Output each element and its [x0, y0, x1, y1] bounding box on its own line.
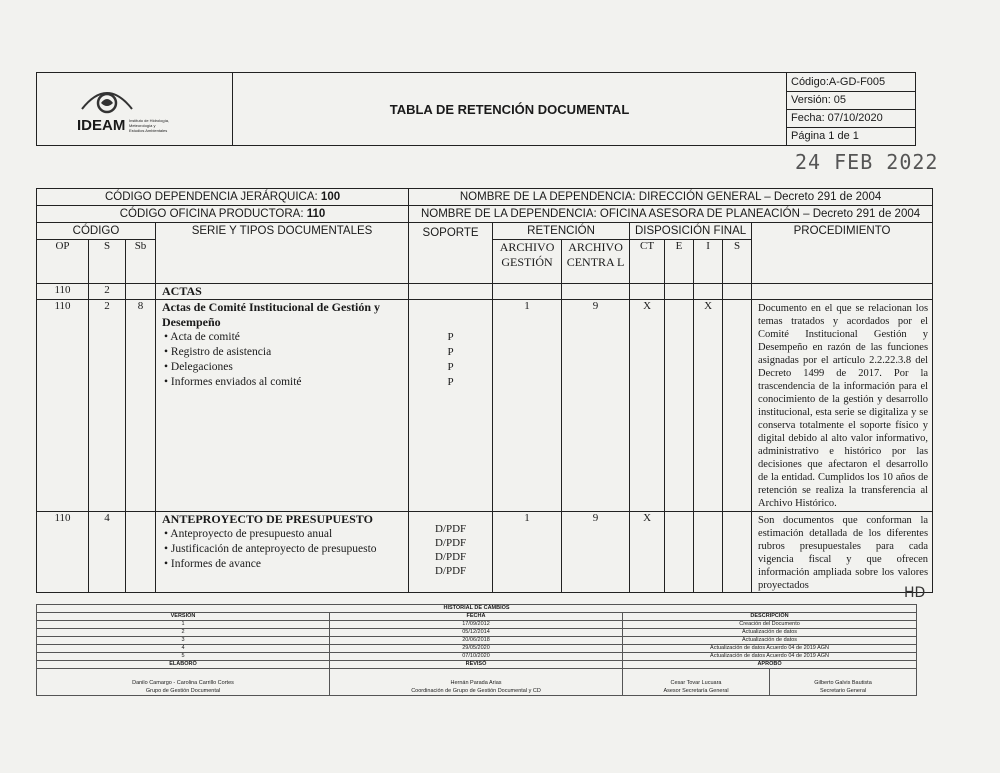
- history-fecha: 07/10/2020: [330, 653, 623, 661]
- history-col-version: VERSIÓN: [37, 613, 330, 621]
- aprobo-label: APROBÓ: [623, 661, 917, 669]
- cell-op: 110: [37, 284, 89, 300]
- cell-serie: [156, 300, 409, 512]
- document-header: [36, 72, 916, 146]
- soporte-value: P: [447, 361, 454, 373]
- history-table: [36, 604, 917, 696]
- soporte-value: D/PDF: [434, 551, 467, 563]
- col-soporte: SOPORTE: [409, 223, 493, 284]
- logo-sub-line: Estudios Ambientales: [129, 128, 168, 133]
- cell-s2: [723, 512, 752, 593]
- cell-sb: [126, 512, 156, 593]
- meta-fecha: Fecha: 07/10/2020: [787, 110, 915, 128]
- cell-serie-title: ACTAS: [156, 284, 409, 300]
- history-version: 1: [37, 621, 330, 629]
- meta-pagina: Página 1 de 1: [791, 129, 859, 142]
- cell-e: [665, 300, 694, 512]
- history-fecha: 05/12/2014: [330, 629, 623, 637]
- col-serie: SERIE Y TIPOS DOCUMENTALES: [156, 223, 409, 284]
- list-item: • Acta de comité: [164, 331, 240, 343]
- cell-empty: [665, 284, 694, 300]
- cell-sb: [126, 284, 156, 300]
- document-meta: [787, 73, 916, 146]
- cell-s2: [723, 300, 752, 512]
- history-version: 2: [37, 629, 330, 637]
- list-item: • Informes de avance: [164, 558, 261, 570]
- cell-empty: [562, 284, 630, 300]
- cell-i: X: [694, 300, 723, 512]
- table-row: [37, 637, 917, 645]
- elaboro-signature: [37, 669, 330, 696]
- list-item: • Informes enviados al comité: [164, 376, 302, 388]
- meta-codigo: Código:A-GD-F005: [787, 74, 915, 92]
- cell-archivo-central: 9: [562, 300, 630, 512]
- list-item: • Anteproyecto de presupuesto anual: [164, 528, 333, 540]
- cell-soporte: [409, 512, 493, 593]
- cell-s: 2: [89, 300, 126, 512]
- soporte-value: P: [447, 376, 454, 388]
- col-op: OP: [37, 240, 89, 284]
- soporte-value: D/PDF: [434, 565, 467, 577]
- meta-version: Versión: 05: [787, 92, 915, 110]
- codigo-dependencia: [37, 189, 409, 206]
- cell-empty: [493, 284, 562, 300]
- cell-e: [665, 512, 694, 593]
- aprobo1-role: Asesor Secretaría General: [663, 688, 729, 694]
- history-descripcion: Actualización de datos: [623, 637, 917, 645]
- history-fecha: 20/06/2018: [330, 637, 623, 645]
- history-descripcion: Actualización de datos: [623, 629, 917, 637]
- reviso-name: Hernán Parada Arias: [450, 680, 502, 686]
- document-title: TABLA DE RETENCIÓN DOCUMENTAL: [233, 73, 787, 146]
- retention-table: [36, 188, 933, 593]
- table-row: [37, 284, 933, 300]
- codigo-dependencia-value: 100: [320, 191, 341, 203]
- codigo-dependencia-label: CÓDIGO DEPENDENCIA JERÁRQUICA:: [104, 191, 321, 203]
- table-row: [37, 512, 933, 593]
- history-descripcion: Creación del Documento: [623, 621, 917, 629]
- table-row: [37, 300, 933, 512]
- cell-archivo-central: 9: [562, 512, 630, 593]
- cell-ct: X: [630, 300, 665, 512]
- list-item: • Registro de asistencia: [164, 346, 272, 358]
- reviso-label: REVISÓ: [330, 661, 623, 669]
- elaboro-name: Danilo Camargo - Carolina Carrillo Cortes: [132, 680, 234, 686]
- soporte-value: D/PDF: [434, 537, 467, 549]
- cell-empty: [752, 284, 933, 300]
- logo-subtitle: [129, 118, 169, 133]
- aprobo1-signature: [623, 669, 770, 696]
- col-archivo-gestion: ARCHIVO GESTIÓN: [493, 240, 562, 284]
- cell-ct: X: [630, 512, 665, 593]
- cell-archivo-gestion: 1: [493, 512, 562, 593]
- history-version: 5: [37, 653, 330, 661]
- elaboro-label: ELABORÓ: [37, 661, 330, 669]
- cell-op: 110: [37, 512, 89, 593]
- nombre-dependencia: NOMBRE DE LA DEPENDENCIA: DIRECCIÓN GENERAL – Decreto 291 de 2004: [409, 189, 933, 206]
- aprobo1-name: Cesar Tovar Lucuara: [670, 680, 722, 686]
- table-row: [37, 621, 917, 629]
- aprobo2-name: Gilberto Galvis Bautista: [814, 680, 872, 686]
- handwritten-mark: HD: [904, 585, 926, 601]
- codigo-oficina: [37, 206, 409, 223]
- history-version: 3: [37, 637, 330, 645]
- serie-title: Actas de Comité Institucional de Gestión y Desempeño: [162, 300, 380, 329]
- cell-soporte: [409, 300, 493, 512]
- cell-serie: [156, 512, 409, 593]
- reviso-signature: [330, 669, 623, 696]
- history-version: 4: [37, 645, 330, 653]
- cell-empty: [630, 284, 665, 300]
- col-disposicion: DISPOSICIÓN FINAL: [630, 223, 752, 240]
- reviso-role: Coordinación de Grupo de Gestión Documental y CD: [411, 688, 541, 694]
- soporte-value: D/PDF: [434, 523, 467, 535]
- nombre-oficina: NOMBRE DE LA DEPENDENCIA: OFICINA ASESORA DE PLANEACIÓN – Decreto 291 de 2004: [409, 206, 933, 223]
- history-col-fecha: FECHA: [330, 613, 623, 621]
- history-descripcion: Actualización de datos Acuerdo 04 de 2019 AGN: [623, 645, 917, 653]
- cell-s: 2: [89, 284, 126, 300]
- codigo-oficina-value: 110: [306, 208, 326, 220]
- cell-op: 110: [37, 300, 89, 512]
- tipos-list: [162, 527, 408, 572]
- list-item: • Delegaciones: [164, 361, 233, 373]
- col-s2: S: [723, 240, 752, 284]
- col-e: E: [665, 240, 694, 284]
- col-procedimiento: PROCEDIMIENTO: [752, 223, 933, 284]
- col-archivo-central: ARCHIVO CENTRA L: [562, 240, 630, 284]
- logo-sub-line: Instituto de Hidrología,: [129, 118, 170, 123]
- aprobo2-role: Secretario General: [819, 688, 867, 694]
- received-date-stamp: 24 FEB 2022: [795, 150, 939, 174]
- cell-i: [694, 512, 723, 593]
- tipos-list: [162, 330, 408, 390]
- cell-empty: [694, 284, 723, 300]
- soporte-value: P: [447, 346, 454, 358]
- cell-sb: 8: [126, 300, 156, 512]
- serie-title: ANTEPROYECTO DE PRESUPUESTO: [162, 512, 373, 526]
- aprobo2-signature: [770, 669, 917, 696]
- col-s: S: [89, 240, 126, 284]
- cell-s: 4: [89, 512, 126, 593]
- history-descripcion: Actualización de datos Acuerdo 04 de 2019 AGN: [623, 653, 917, 661]
- codigo-oficina-label: CÓDIGO OFICINA PRODUCTORA:: [119, 208, 307, 220]
- ideam-logo-icon: [77, 79, 137, 115]
- history-fecha: 29/05/2020: [330, 645, 623, 653]
- list-item: • Justificación de anteproyecto de presupuesto: [164, 543, 377, 555]
- table-row: [37, 653, 917, 661]
- cell-empty: [723, 284, 752, 300]
- cell-procedimiento: Son documentos que conforman la estimación detallada de los diferentes rubros presupuestales para cada vigencia fiscal y que ofrecen información ampliada sobre los valores proyectados: [752, 512, 933, 593]
- history-col-descripcion: DESCRIPCIÓN: [623, 613, 917, 621]
- logo-wordmark: IDEAM: [77, 117, 126, 134]
- elaboro-role: Grupo de Gestión Documental: [145, 688, 221, 694]
- history-title: HISTORIAL DE CAMBIOS: [37, 605, 917, 613]
- cell-archivo-gestion: 1: [493, 300, 562, 512]
- table-row: [37, 629, 917, 637]
- col-sb: Sb: [126, 240, 156, 284]
- history-fecha: 17/09/2012: [330, 621, 623, 629]
- table-row: [37, 645, 917, 653]
- col-i: I: [694, 240, 723, 284]
- col-retencion: RETENCIÓN: [493, 223, 630, 240]
- logo-cell: [37, 73, 233, 146]
- col-codigo: CÓDIGO: [37, 223, 156, 240]
- soporte-value: P: [447, 331, 454, 343]
- cell-empty: [409, 284, 493, 300]
- col-ct: CT: [630, 240, 665, 284]
- logo-sub-line: Meteorología y: [129, 123, 156, 128]
- cell-procedimiento: Documento en el que se relacionan los temas tratados y acordados por el Comité Institucional Gestión y Desempeño en razón de las funciones asignadas por el artículo 2.2.22.3.8 del Decreto 1499 de 2017. Por la trascendencia de la información para el conocimiento de la gestión y desarrollo institucional, esta serie se digitaliza y se conserva totalmente el soporte físico y digital debido al alto valor informativo, administrativo e histórico por las decisiones que afectaron el desarrollo de la entidad. Cumplidos los 10 años de retención se realiza la transferencia al Archivo Histórico.: [752, 300, 933, 512]
